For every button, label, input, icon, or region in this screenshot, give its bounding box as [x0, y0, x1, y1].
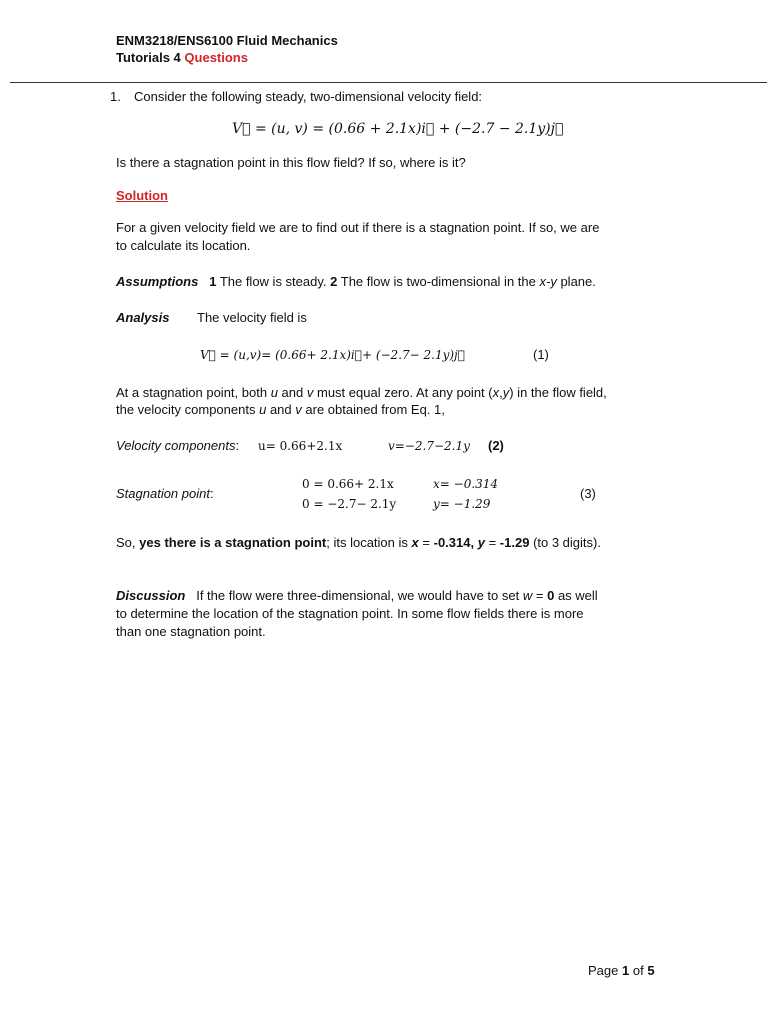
analysis-label: Analysis	[116, 310, 170, 325]
equation-1: V⃗ = (u,v)= (0.66+ 2.1x)i⃗+ (−2.7− 2.1y)j⃗	[200, 348, 465, 362]
intro-line-2: to calculate its location.	[116, 238, 251, 253]
discussion-line-2: to determine the location of the stagnation point. In some flow fields there is more	[116, 606, 584, 621]
equation-2-number: (2)	[488, 438, 504, 453]
stagnation-eq-y: 0 = −2.7− 2.1y	[302, 497, 397, 511]
tutorial-title: Tutorials 4 Questions	[116, 50, 248, 65]
conclusion: So, yes there is a stagnation point; its location is x = -0.314, y = -1.29 (to 3 digits).	[116, 535, 601, 550]
stagnation-x-value: x= −0.314	[433, 477, 499, 491]
equation-3-number: (3)	[580, 486, 596, 501]
analysis-text: The velocity field is	[197, 310, 307, 325]
discussion-label: Discussion	[116, 588, 186, 603]
stagnation-line-1: At a stagnation point, both u and v must equal zero. At any point (x,y) in the flow field,	[116, 385, 607, 400]
velocity-v: v=−2.7−2.1y	[388, 439, 470, 453]
course-title: ENM3218/ENS6100 Fluid Mechanics	[116, 33, 338, 48]
velocity-label: Velocity components:	[116, 438, 240, 453]
questions-label: Questions	[184, 50, 248, 65]
stagnation-line-2: the velocity components u and v are obtained from Eq. 1,	[116, 402, 445, 417]
question-equation: V⃗ = (u, v) = (0.66 + 2.1x)i⃗ + (−2.7 − 2.1y)j⃗	[232, 121, 564, 137]
solution-heading: Solution	[116, 188, 168, 203]
assumptions: Assumptions 1 The flow is steady. 2 The flow is two-dimensional in the x-y plane.	[116, 274, 596, 289]
discussion-line-3: than one stagnation point.	[116, 624, 266, 639]
question-ask: Is there a stagnation point in this flow field? If so, where is it?	[116, 155, 466, 170]
discussion-line-1: Discussion If the flow were three-dimensional, we would have to set w = 0 as well	[116, 588, 598, 603]
header-divider	[10, 82, 767, 83]
question-number: 1.	[110, 89, 121, 104]
assumptions-label: Assumptions	[116, 274, 199, 289]
stagnation-eq-x: 0 = 0.66+ 2.1x	[302, 477, 394, 491]
stagnation-label: Stagnation point:	[116, 486, 214, 501]
stagnation-y-value: y= −1.29	[433, 497, 491, 511]
question-text: Consider the following steady, two-dimensional velocity field:	[134, 89, 483, 104]
equation-1-number: (1)	[533, 347, 549, 362]
intro-line-1: For a given velocity field we are to find out if there is a stagnation point. If so, we are	[116, 220, 600, 235]
velocity-u: u= 0.66+2.1x	[258, 439, 343, 453]
page-number: Page 1 of 5	[588, 963, 655, 978]
